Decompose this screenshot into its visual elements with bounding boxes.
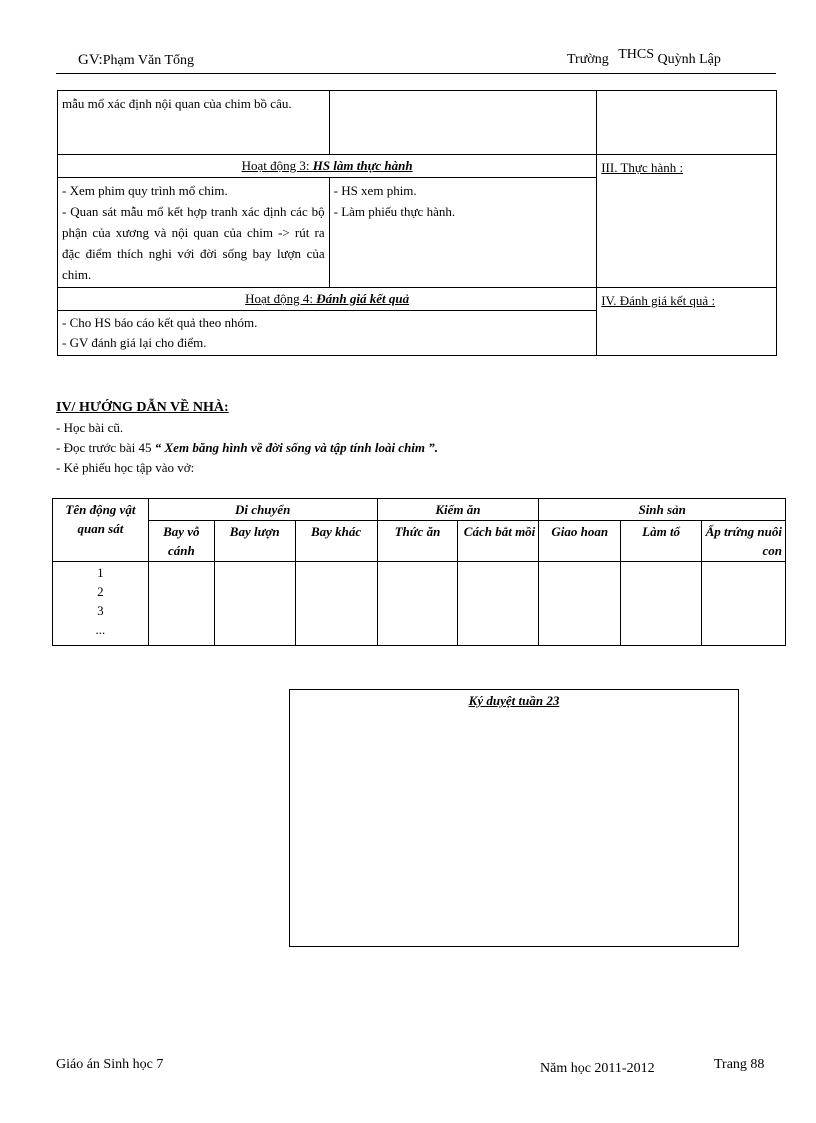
row-number: 1 bbox=[97, 565, 104, 580]
empty-cell bbox=[621, 562, 702, 646]
sub-header: Thức ăn bbox=[377, 521, 458, 562]
activity3-student-item: - Làm phiếu thực hành. bbox=[333, 204, 456, 219]
section4-content bbox=[597, 288, 777, 356]
lesson-table bbox=[57, 90, 777, 356]
sub-header: Giao hoan bbox=[539, 521, 621, 562]
footer-year: Năm học 2011-2012 bbox=[540, 1061, 655, 1076]
col-name-header: Tên động vật quan sát bbox=[53, 499, 149, 562]
activity4-teacher bbox=[58, 311, 597, 356]
header-teacher bbox=[78, 52, 194, 69]
header-rule bbox=[56, 73, 776, 74]
row0-text: mẫu mổ xác định nội quan của chim bồ câu. bbox=[62, 96, 292, 111]
teacher-name: Phạm Văn Tổng bbox=[102, 53, 194, 68]
row-numbers-cell bbox=[53, 562, 149, 646]
study-table bbox=[52, 498, 786, 646]
activity3-teacher-item: - Quan sát mẫu mổ kết hợp tranh xác định các bộ phận của xương và nội quan của chim -> rút ra đặc điểm thích nghi với đời sống bay lượn của chim. bbox=[62, 204, 325, 282]
table-row bbox=[58, 288, 777, 311]
row0-teacher-cell bbox=[58, 91, 330, 155]
empty-cell bbox=[214, 562, 295, 646]
sub-header: Cách bắt mồi bbox=[458, 521, 539, 562]
section4-title: IV. Đánh giá kết quả : bbox=[601, 293, 716, 308]
table-row bbox=[53, 499, 786, 521]
table-row bbox=[53, 521, 786, 562]
sub-header: Bay vỗ cánh bbox=[148, 521, 214, 562]
activity3-prefix: Hoạt động 3: bbox=[241, 158, 313, 173]
homework-section bbox=[56, 398, 438, 478]
sub-header: Làm tổ bbox=[621, 521, 702, 562]
homework-title: IV/ HƯỚNG DẪN VỀ NHÀ: bbox=[56, 400, 229, 415]
empty-cell bbox=[458, 562, 539, 646]
activity4-teacher-item: - Cho HS báo cáo kết quả theo nhóm. bbox=[62, 315, 258, 330]
activity3-student bbox=[329, 178, 597, 288]
table-row bbox=[58, 155, 777, 178]
table-row bbox=[58, 91, 777, 155]
school-prefix: Trường bbox=[567, 52, 609, 67]
row-number: ... bbox=[95, 622, 106, 637]
activity4-title: Đánh giá kết quả bbox=[316, 291, 410, 306]
empty-cell bbox=[539, 562, 621, 646]
homework-item2-title: “ Xem băng hình về đời sống và tập tính loài chim ”. bbox=[154, 440, 439, 455]
sub-header: Ấp trứng nuôi con bbox=[702, 521, 786, 562]
group-feed-header: Kiếm ăn bbox=[377, 499, 539, 521]
activity3-heading bbox=[58, 155, 597, 178]
row0-content-cell bbox=[597, 91, 777, 155]
header-school bbox=[567, 47, 721, 68]
section3-title: III. Thực hành : bbox=[601, 160, 684, 175]
school-name: Quỳnh Lập bbox=[657, 52, 721, 67]
sub-header: Bay khác bbox=[295, 521, 377, 562]
empty-cell bbox=[377, 562, 458, 646]
approval-title: Ký duyệt tuần 23 bbox=[468, 693, 560, 708]
activity4-teacher-item: - GV đánh giá lại cho điểm. bbox=[62, 335, 207, 350]
homework-item: - Kẻ phiếu học tập vào vở: bbox=[56, 460, 195, 475]
teacher-label: GV: bbox=[78, 52, 103, 68]
activity4-prefix: Hoạt động 4: bbox=[245, 291, 317, 306]
homework-item2-prefix: - Đọc trước bài 45 bbox=[56, 440, 155, 455]
activity4-heading bbox=[58, 288, 597, 311]
group-breed-header: Sinh sản bbox=[539, 499, 786, 521]
row-number: 2 bbox=[97, 584, 104, 599]
empty-cell bbox=[702, 562, 786, 646]
footer-page: Trang 88 bbox=[714, 1057, 765, 1072]
sub-header: Bay lượn bbox=[214, 521, 295, 562]
activity3-teacher-item: - Xem phim quy trình mổ chim. bbox=[62, 183, 228, 198]
empty-cell bbox=[148, 562, 214, 646]
section3-content bbox=[597, 155, 777, 288]
approval-box bbox=[289, 689, 739, 947]
activity3-teacher bbox=[58, 178, 330, 288]
homework-item bbox=[56, 438, 438, 458]
row-number: 3 bbox=[97, 603, 104, 618]
footer-left: Giáo án Sinh học 7 bbox=[56, 1057, 164, 1072]
empty-cell bbox=[295, 562, 377, 646]
homework-item: - Học bài cũ. bbox=[56, 420, 124, 435]
activity3-title: HS làm thực hành bbox=[312, 158, 413, 173]
row0-student-cell bbox=[329, 91, 597, 155]
school-type: THCS bbox=[618, 47, 655, 62]
table-row bbox=[53, 562, 786, 646]
group-move-header: Di chuyển bbox=[148, 499, 377, 521]
activity3-student-item: - HS xem phim. bbox=[333, 183, 417, 198]
